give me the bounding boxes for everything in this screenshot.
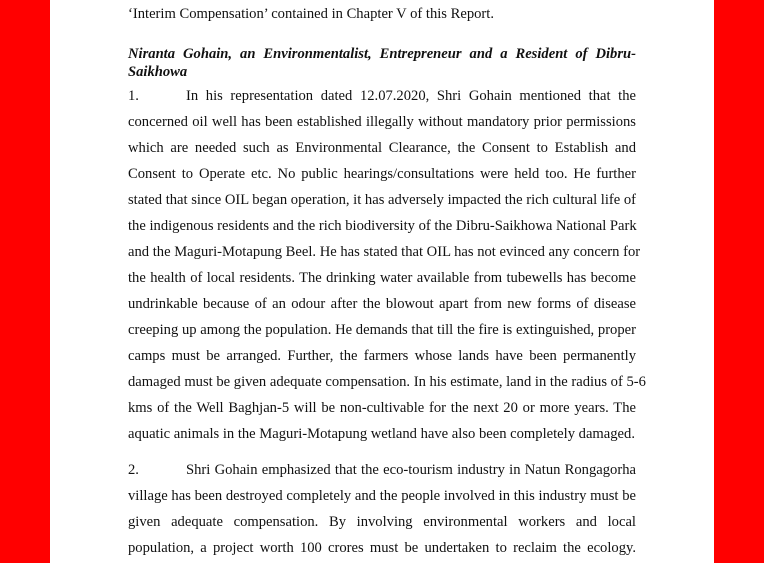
paragraph-2-line: population, a project worth 100 crores must be undertaken to reclaim the ecology. bbox=[128, 540, 636, 556]
document-page bbox=[50, 0, 714, 563]
paragraph-2-line: village has been destroyed completely and the people involved in this industry must be bbox=[128, 488, 636, 504]
paragraph-1-line: creeping up among the population. He demands that till the fire is extinguished, proper bbox=[128, 322, 636, 338]
paragraph-1-line: which are needed such as Environmental Clearance, the Consent to Establish and bbox=[128, 140, 636, 156]
paragraph-1-number: 1. bbox=[128, 88, 139, 104]
paragraph-2-number: 2. bbox=[128, 462, 139, 478]
paragraph-2-line: given adequate compensation. By involving environmental workers and local bbox=[128, 514, 636, 530]
paragraph-1-line: and the Maguri-Motapung Beel. He has stated that OIL has not evinced any concern for bbox=[128, 244, 641, 260]
paragraph-1-line: stated that since OIL began operation, it has adversely impacted the rich cultural life of bbox=[128, 192, 637, 208]
paragraph-1-line: kms of the Well Baghjan-5 will be non-cultivable for the next 20 or more years. The bbox=[128, 400, 636, 416]
chapter-reference-line: ‘Interim Compensation’ contained in Chapter V of this Report. bbox=[128, 6, 494, 22]
paragraph-1-line-1 bbox=[128, 88, 636, 105]
paragraph-1-line: Consent to Operate etc. No public hearings/consultations were held too. He further bbox=[128, 166, 636, 182]
paragraph-1-last-line: aquatic animals in the Maguri-Motapung wetland have also been completely damaged. bbox=[128, 426, 635, 442]
paragraph-1-line-1-text: In his representation dated 12.07.2020, Shri Gohain mentioned that the bbox=[186, 88, 636, 104]
section-heading-line-2: Saikhowa bbox=[128, 64, 188, 80]
paragraph-2-line-1 bbox=[128, 462, 636, 479]
paragraph-2-line-1-text: Shri Gohain emphasized that the eco-tourism industry in Natun Rongagorha bbox=[186, 462, 636, 478]
section-heading-line-1: Niranta Gohain, an Environmentalist, Entrepreneur and a Resident of Dibru- bbox=[128, 46, 636, 62]
paragraph-1-line: damaged must be given adequate compensation. In his estimate, land in the radius of 5-6 bbox=[128, 374, 646, 390]
paragraph-1-line: undrinkable because of an odour after the blowout apart from new forms of disease bbox=[128, 296, 636, 312]
paragraph-1-line: the indigenous residents and the rich biodiversity of the Dibru-Saikhowa National Park bbox=[128, 218, 637, 234]
paragraph-1-line: concerned oil well has been established illegally without mandatory prior permissions bbox=[128, 114, 636, 130]
paragraph-1-line: the health of local residents. The drinking water available from tubewells has become bbox=[128, 270, 636, 286]
paragraph-1-line: camps must be arranged. Further, the farmers whose lands have been permanently bbox=[128, 348, 636, 364]
